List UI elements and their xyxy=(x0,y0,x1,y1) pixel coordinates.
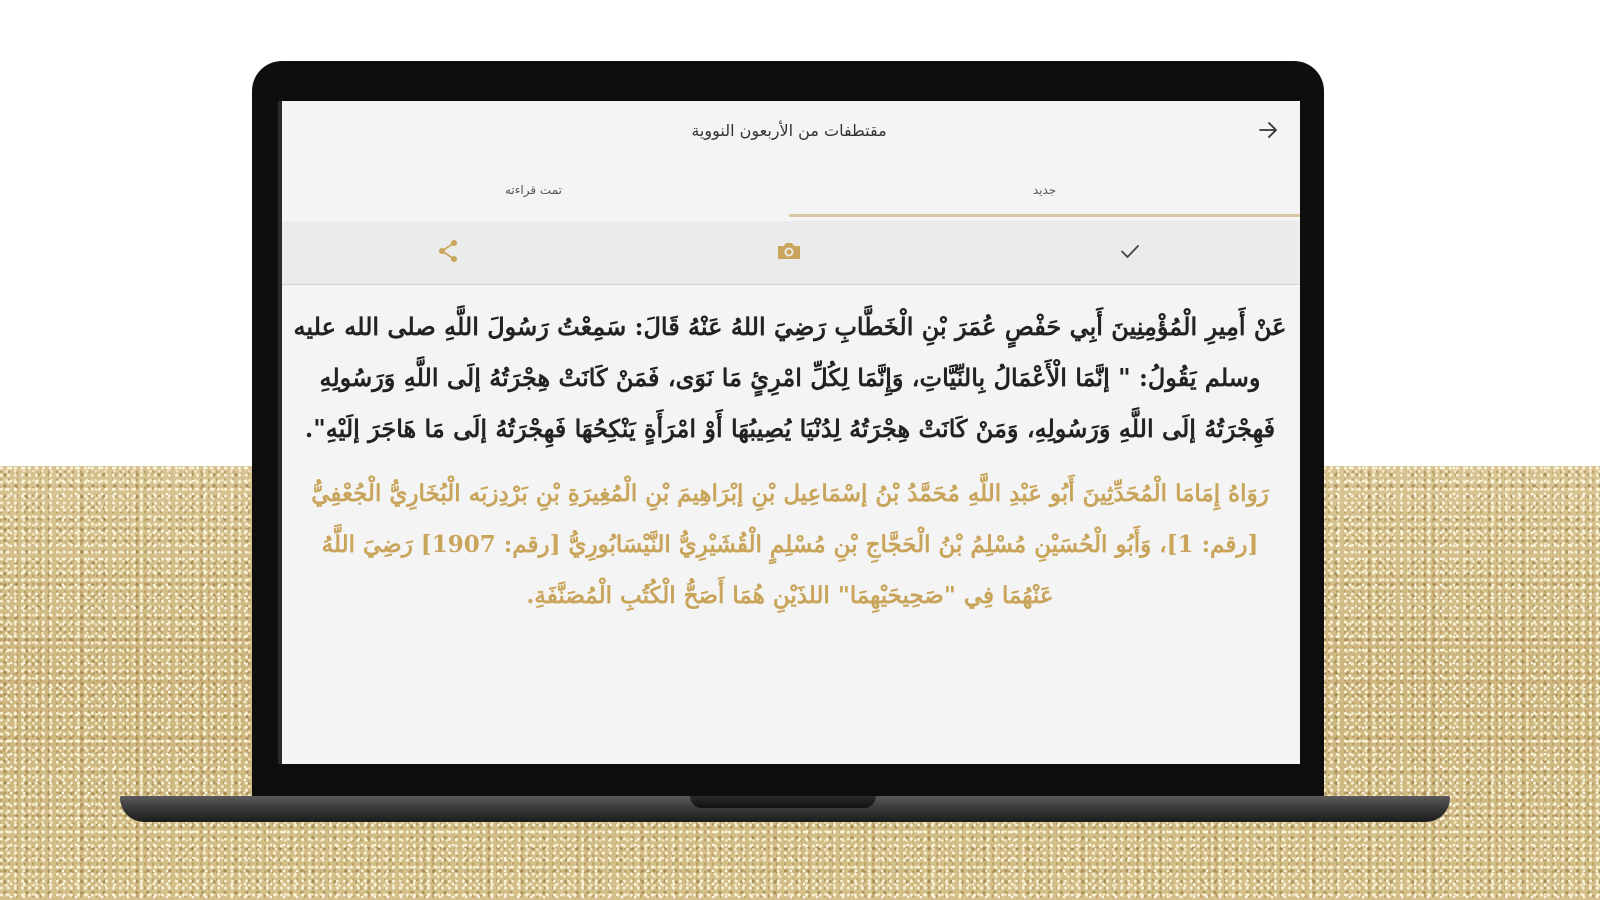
app-screen xyxy=(278,101,1300,764)
screenshot-button[interactable] xyxy=(619,221,960,285)
tab-new-label: جديد xyxy=(1032,183,1057,197)
page-title: مقتطفات من الأربعون النووية xyxy=(691,120,887,140)
tab-read[interactable] xyxy=(278,159,789,221)
camera-icon xyxy=(775,239,803,267)
app-header xyxy=(278,101,1300,159)
back-arrow-icon[interactable] xyxy=(1256,118,1280,142)
screen-bezel-edge xyxy=(278,101,282,764)
tab-read-label: تمت قراءته xyxy=(505,183,562,197)
tab-new[interactable] xyxy=(789,159,1300,221)
check-icon xyxy=(1117,238,1143,268)
share-icon xyxy=(434,237,462,269)
action-toolbar xyxy=(278,221,1300,285)
laptop-notch xyxy=(690,796,876,808)
tab-bar xyxy=(278,159,1300,221)
narration-text: رَوَاهُ إِمَامَا الْمُحَدِّثِينَ أَبُو عَبْدِ اللَّهِ مُحَمَّدُ بْنُ إسْمَاعِيل بْنِ إبْرَاهِيمَ بْنِ الْمُغِيرَةِ بْنِ بَرْدِزبَه الْبُخَارِيُّ الْجُعْفِيُّ [رقم: 1]، وَأَبُو الْحُسَيْنِ مُسْلِمُ بْنُ الْحَجَّاجِ بْنِ مُسْلِمٍ الْقُشَيْرِيُّ النَّيْسَابُورِيُّ [رقم: 1907] رَضِيَ اللَّهُ عَنْهُمَا فِي "صَحِيحَيْهِمَا" اللذَيْنِ هُمَا أَصَحُّ الْكُتُبِ الْمُصَنَّفَةِ. xyxy=(311,480,1269,609)
share-button[interactable] xyxy=(278,221,619,285)
mark-read-button[interactable] xyxy=(959,221,1300,285)
hadith-content xyxy=(292,301,1288,621)
hadith-text: عَنْ أَمِيرِ الْمُؤْمِنِينَ أَبِي حَفْصٍ عُمَرَ بْنِ الْخَطَّابِ رَضِيَ اللهُ عَنْهُ قَالَ: سَمِعْتُ رَسُولَ اللَّهِ صلى الله عليه وسلم يَقُولُ: " إنَّمَا الْأَعْمَالُ بِالنِّيَّاتِ، وَإِنَّمَا لِكُلِّ امْرِئٍ مَا نَوَى، فَمَنْ كَانَتْ هِجْرَتُهُ إلَى اللَّهِ وَرَسُولِهِ فَهِجْرَتُهُ إلَى اللَّهِ وَرَسُولِهِ، وَمَنْ كَانَتْ هِجْرَتُهُ لِدُنْيَا يُصِيبُهَا أَوْ امْرَأَةٍ يَنْكِحُهَا فَهِجْرَتُهُ إلَى مَا هَاجَرَ إلَيْهِ". xyxy=(293,312,1287,443)
